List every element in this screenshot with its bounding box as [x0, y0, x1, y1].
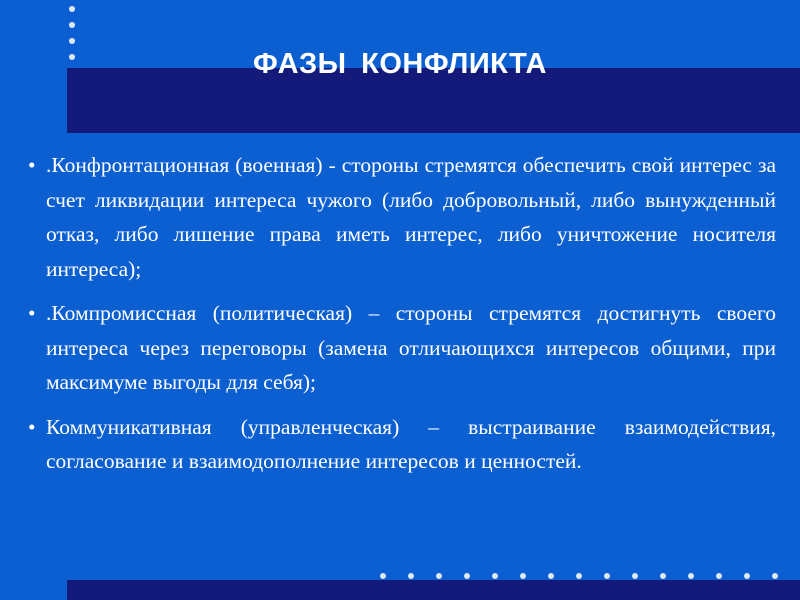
dot — [408, 573, 414, 579]
dot — [660, 573, 666, 579]
dot — [69, 38, 75, 44]
dot — [380, 573, 386, 579]
dot — [69, 22, 75, 28]
list-item — [28, 296, 776, 400]
bullet-list — [28, 148, 776, 489]
bottom-band — [67, 580, 800, 600]
dot — [772, 573, 778, 579]
dot — [436, 573, 442, 579]
dot — [604, 573, 610, 579]
dot — [492, 573, 498, 579]
bullet-icon: • — [28, 301, 36, 325]
list-item-text: .Компромиссная (политическая) – стороны стремятся достигнуть своего интереса через переговоры (замена отличающихся интересов общими, при максимуме выгоды для себя); — [46, 301, 776, 394]
dot — [548, 573, 554, 579]
dot — [576, 573, 582, 579]
bullet-icon: • — [28, 153, 36, 177]
bullet-icon: • — [28, 414, 36, 439]
dot — [632, 573, 638, 579]
list-item-text: Коммуникативная (управленческая) – выстраивание взаимодействия, согласование и взаимодополнение интересов и ценностей. — [46, 414, 776, 473]
dot — [69, 6, 75, 12]
dot — [464, 573, 470, 579]
slide-title: ФАЗЫ КОНФЛИКТА — [253, 48, 547, 80]
list-item-text: .Конфронтационная (военная) - стороны стремятся обеспечить свой интерес за счет ликвидации интереса чужого (либо добровольный, либо вынужденный отказ, либо лишение права иметь интерес, либо уничтожение носителя интереса); — [46, 153, 776, 281]
dot — [520, 573, 526, 579]
dot — [688, 573, 694, 579]
dot — [716, 573, 722, 579]
list-item — [28, 410, 776, 479]
dot — [744, 573, 750, 579]
decorative-dots-bottom — [380, 573, 800, 583]
list-item — [28, 148, 776, 286]
